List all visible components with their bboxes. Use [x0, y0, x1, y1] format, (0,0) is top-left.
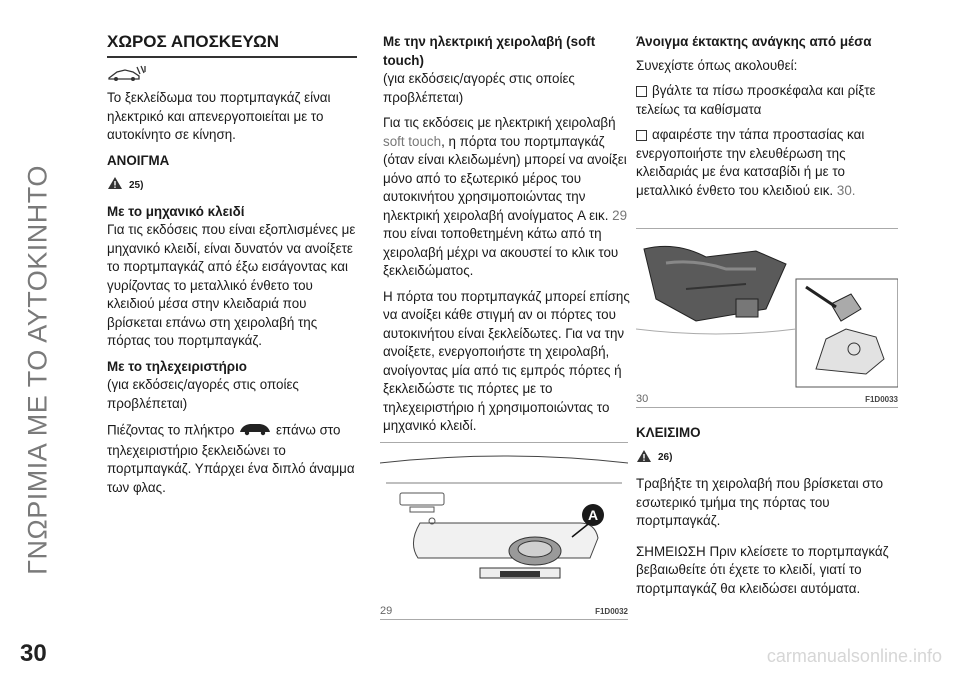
warning-25 [107, 176, 357, 196]
checkbox-bullet-icon [636, 86, 647, 97]
warning-ref: 25) [129, 179, 144, 191]
step-text: βγάλτε τα πίσω προσκέφαλα και ρίξτε τελείως τα καθίσματα [636, 83, 876, 117]
mech-key-body: Για τις εκδόσεις που είναι εξοπλισμένες με μηχανικό κλειδί, είναι δυνατόν να ανοίξετε το πορτμπαγκάζ από έξω εισάγοντας και γυρίζοντας το μεταλλικό ένθετο του κλειδιού μέσα στην κλειδαριά που βρίσκεται επάνω στη χειρολαβή της πόρτας του πορτμπαγκάζ. [107, 222, 356, 348]
opening-title: ΑΝΟΙΓΜΑ [107, 152, 170, 168]
page-number: 30 [20, 640, 47, 667]
text-span: Για τις εκδόσεις με ηλεκτρική χειρολαβή [383, 115, 616, 130]
car-key-icon [107, 64, 357, 88]
remote-title: Με το τηλεχειριστήριο [107, 358, 247, 374]
figure-code: F1D0033 [865, 395, 898, 404]
column-3 [636, 33, 898, 207]
step-2 [636, 126, 898, 200]
step-text: αφαιρέστε την τάπα προστασίας και ενεργοποιήστε την ελευθέρωση της κλειδαριάς με ένα κατσαβίδι ή με το μεταλλικό ένθετο του κλειδιού εικ. [636, 127, 865, 198]
tailgate-illustration [380, 443, 628, 601]
remote-body-part1: Πιέζοντας το πλήκτρο [107, 422, 235, 438]
trunk-button-icon [238, 420, 272, 442]
warning-triangle-icon [107, 176, 123, 196]
figure-ref-29: 29 [612, 207, 628, 223]
column-2 [383, 33, 631, 443]
warning-triangle-icon [636, 449, 652, 469]
remote-body [107, 420, 357, 497]
figure-code: F1D0032 [595, 607, 628, 616]
closing-title: ΚΛΕΙΣΙΜΟ [636, 425, 701, 440]
remote-subtitle: (για εκδόσεις/αγορές στις οποίες προβλέπεται) [107, 377, 299, 411]
text-span: που είναι τοποθετημένη κάτω από τη χειρολαβή μέχρι να ακουστεί το κλικ του ξεκλειδώματος. [383, 226, 619, 278]
figure-number: 30 [636, 393, 649, 405]
checkbox-bullet-icon [636, 130, 647, 141]
intro-text: Το ξεκλείδωμα του πορτμπαγκάζ είναι ηλεκτρικό και απενεργοποιείται με το αυτοκίνητο σε κίνηση. [107, 90, 331, 142]
remote-body-part2: επάνω στο τηλεχειριστήριο ξεκλειδώνει το πορτμπαγκάζ. Υπάρχει ένα διπλό άναμμα των φλας. [107, 422, 355, 495]
closing-section [636, 420, 898, 605]
soft-touch-term: soft touch [383, 133, 442, 149]
closing-body: Τραβήξτε τη χειρολαβή που βρίσκεται στο εσωτερικό τμήμα της πόρτας του πορτμπαγκάζ. [636, 476, 884, 528]
step-1 [636, 82, 898, 119]
warning-ref: 26) [658, 452, 673, 463]
warning-26 [636, 449, 898, 469]
label-a: A [587, 507, 599, 523]
softtouch-title: Με την ηλεκτρική χειρολαβή (soft touch) [383, 34, 596, 68]
softtouch-subtitle: (για εκδόσεις/αγορές στις οποίες προβλέπεται) [383, 71, 575, 105]
text-span: , η πόρτα του πορτμπαγκάζ (όταν είναι κλειδωμένη) μπορεί να ανοίξει μόνο από το εξωτερικό μέρος του αυτοκινήτου χρησιμοποιώντας την ηλεκτρική χειρολαβή ανοίγματος A εικ. [383, 133, 627, 223]
note-label: ΣΗΜΕΙΩΣΗ [636, 543, 706, 559]
lock-release-illustration [636, 229, 898, 389]
emergency-title: Άνοιγμα έκτακτης ανάγκης από μέσα [636, 34, 872, 49]
figure-number: 29 [380, 605, 393, 617]
figure-29 [380, 442, 628, 620]
column-1 [107, 33, 357, 504]
chapter-side-title: ΓΝΩΡΙΜΙΑ ΜΕ ΤΟ ΑΥΤΟΚΙΝΗΤΟ [22, 165, 53, 575]
watermark: carmanualsonline.info [766, 646, 942, 666]
figure-30 [636, 228, 898, 408]
note [636, 543, 898, 599]
continue-text: Συνεχίστε όπως ακολουθεί: [636, 57, 798, 73]
section-title: ΧΩΡΟΣ ΑΠΟΣΚΕΥΩΝ [107, 33, 357, 58]
note-body: Πριν κλείσετε το πορτμπαγκάζ βεβαιωθείτε ότι έχετε το κλειδί, γιατί το πορτμπαγκάζ θα κλειδώσει αυτόματα. [636, 543, 889, 596]
figure-ref-30: 30. [836, 182, 856, 198]
softtouch-body-2: Η πόρτα του πορτμπαγκάζ μπορεί επίσης να ανοίξει κάθε στιγμή αν οι πόρτες του αυτοκινήτου είναι ξεκλείδωτες. Για να την ανοίξετε, ενεργοποιήστε τη χειρολαβή, ανοίγοντας μία από τις εμπρός πόρτες ή ξεκλειδώστε τις πόρτες με το τηλεχειριστήριο ή χρησιμοποιώντας το μηχανικό κλειδί. [383, 288, 630, 433]
softtouch-body-1 [383, 114, 631, 281]
mech-key-title: Με το μηχανικό κλειδί [107, 203, 245, 219]
